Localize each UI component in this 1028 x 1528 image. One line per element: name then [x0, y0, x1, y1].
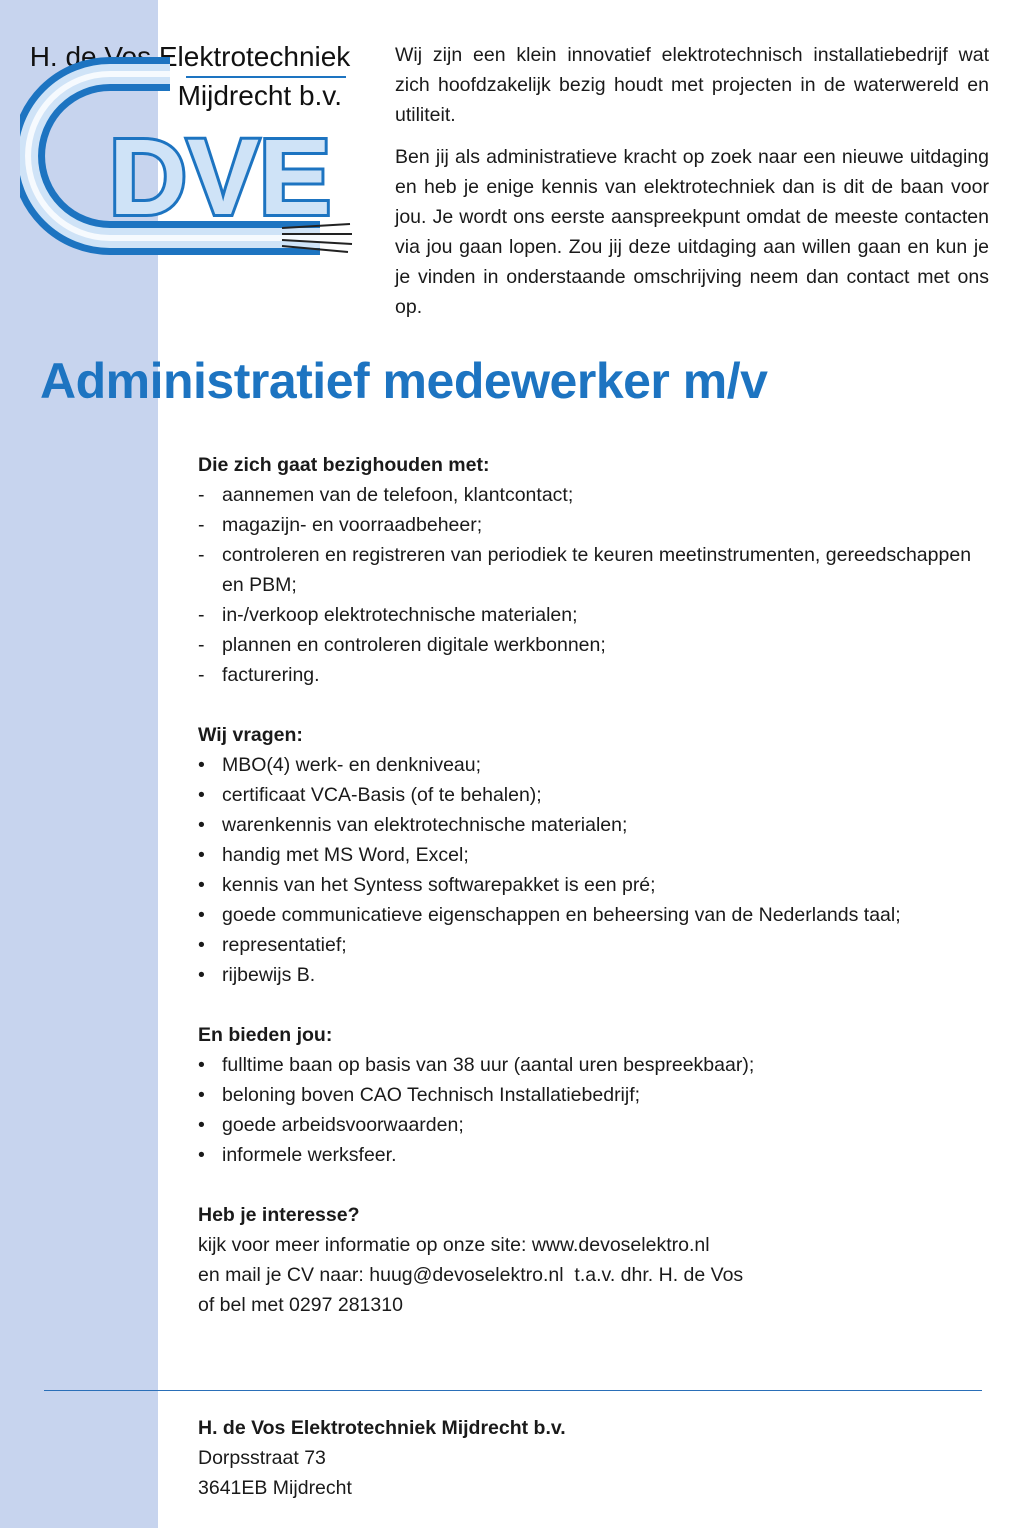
intro-text: [395, 40, 989, 334]
list-item: [198, 1080, 998, 1110]
list-item: [198, 870, 998, 900]
footer-address: [198, 1413, 566, 1503]
offer-heading: En bieden jou:: [198, 1024, 333, 1046]
list-item-text: beloning boven CAO Technisch Installatiebedrijf;: [222, 1084, 641, 1106]
logo-line2: Mijdrecht b.v.: [177, 80, 342, 111]
bullet-marker: •: [198, 874, 205, 896]
list-item-text: plannen en controleren digitale werkbonnen;: [222, 634, 606, 656]
list-item-text: controleren en registreren van periodiek te keuren meetinstrumenten, gereedschappen en PBM;: [222, 544, 972, 596]
dash-marker: -: [198, 484, 205, 506]
bullet-marker: •: [198, 1114, 205, 1136]
footer-company: H. de Vos Elektrotechniek Mijdrecht b.v.: [198, 1417, 566, 1439]
list-item-text: fulltime baan op basis van 38 uur (aantal uren bespreekbaar);: [222, 1054, 755, 1076]
dash-marker: -: [198, 634, 205, 656]
footer-divider: [44, 1390, 982, 1391]
bullet-marker: •: [198, 814, 205, 836]
list-item: [198, 900, 998, 930]
offer-list: [198, 1050, 998, 1170]
tasks-heading: Die zich gaat bezighouden met:: [198, 454, 490, 476]
list-item-text: goede communicatieve eigenschappen en beheersing van de Nederlands taal;: [222, 904, 901, 926]
list-item: [198, 960, 998, 990]
job-title: Administratief medewerker m/v: [40, 353, 768, 409]
list-item-text: in-/verkoop elektrotechnische materialen;: [222, 604, 578, 626]
bullet-marker: •: [198, 784, 205, 806]
list-item-text: kennis van het Syntess softwarepakket is een pré;: [222, 874, 656, 896]
dash-marker: -: [198, 604, 205, 626]
bullet-marker: •: [198, 964, 205, 986]
bullet-marker: •: [198, 754, 205, 776]
offer-section: [198, 1020, 998, 1170]
tasks-section: [198, 450, 998, 690]
logo-letters: DVE: [108, 116, 332, 237]
website-prefix: kijk voor meer informatie op onze site:: [198, 1234, 532, 1256]
bullet-marker: •: [198, 1054, 205, 1076]
list-item: [198, 750, 998, 780]
list-item-text: informele werksfeer.: [222, 1144, 397, 1166]
vacancy-details: [198, 450, 998, 1350]
interest-section: [198, 1200, 998, 1320]
footer-street: Dorpsstraat 73: [198, 1447, 326, 1469]
bullet-marker: •: [198, 1144, 205, 1166]
mail-suffix: t.a.v. dhr. H. de Vos: [563, 1264, 744, 1286]
list-item-text: rijbewijs B.: [222, 964, 316, 986]
list-item: [198, 1050, 998, 1080]
dash-marker: -: [198, 664, 205, 686]
intro-paragraph-1: Wij zijn een klein innovatief elektrotechnisch installatiebedrijf wat zich hoofdzakelijk bezig houdt met projecten in de waterwereld en utiliteit.: [395, 44, 989, 126]
bullet-marker: •: [198, 904, 205, 926]
list-item: [198, 1110, 998, 1140]
logo-line1: H. de Vos Elektrotechniek: [29, 41, 351, 72]
list-item: [198, 780, 998, 810]
list-item: [198, 480, 998, 510]
list-item: [198, 1140, 998, 1170]
mail-prefix: en mail je CV naar:: [198, 1264, 370, 1286]
website-link[interactable]: www.devoselektro.nl: [531, 1234, 710, 1256]
bullet-marker: •: [198, 844, 205, 866]
website-line: [198, 1230, 998, 1260]
list-item: [198, 930, 998, 960]
list-item-text: magazijn- en voorraadbeheer;: [222, 514, 483, 536]
bullet-marker: •: [198, 934, 205, 956]
dash-marker: -: [198, 514, 205, 536]
mail-line: [198, 1260, 998, 1290]
intro-paragraph-2: Ben jij als administratieve kracht op zoek naar een nieuwe uitdaging en heb je enige kennis van elektrotechniek dan is dit de baan voor jou. Je wordt ons eerste aanspreekpunt omdat de meeste contacten via jou gaan lopen. Zou jij deze uitdaging aan willen gaan en kun je je vinden in onderstaande omschrijving neem dan contact met ons op.: [395, 146, 989, 318]
tasks-list: [198, 480, 998, 690]
list-item: [198, 510, 998, 540]
list-item: [198, 540, 998, 600]
list-item: [198, 810, 998, 840]
phone-number: 0297 281310: [289, 1294, 403, 1316]
requirements-heading: Wij vragen:: [198, 724, 303, 746]
list-item: [198, 840, 998, 870]
list-item-text: certificaat VCA-Basis (of te behalen);: [222, 784, 542, 806]
list-item-text: MBO(4) werk- en denkniveau;: [222, 754, 482, 776]
dash-marker: -: [198, 544, 205, 566]
requirements-list: [198, 750, 998, 990]
phone-prefix: of bel met: [198, 1294, 290, 1316]
list-item: [198, 600, 998, 630]
list-item: [198, 660, 998, 690]
list-item-text: facturering.: [222, 664, 320, 686]
list-item-text: goede arbeidsvoorwaarden;: [222, 1114, 464, 1136]
phone-line: [198, 1290, 998, 1320]
list-item-text: warenkennis van elektrotechnische materialen;: [222, 814, 628, 836]
interest-heading: Heb je interesse?: [198, 1204, 360, 1226]
requirements-section: [198, 720, 998, 990]
email-link[interactable]: huug@devoselektro.nl: [369, 1264, 564, 1286]
bullet-marker: •: [198, 1084, 205, 1106]
footer-city: 3641EB Mijdrecht: [198, 1477, 352, 1499]
company-logo: [20, 38, 360, 270]
list-item: [198, 630, 998, 660]
list-item-text: handig met MS Word, Excel;: [222, 844, 469, 866]
list-item-text: representatief;: [222, 934, 347, 956]
list-item-text: aannemen van de telefoon, klantcontact;: [222, 484, 574, 506]
